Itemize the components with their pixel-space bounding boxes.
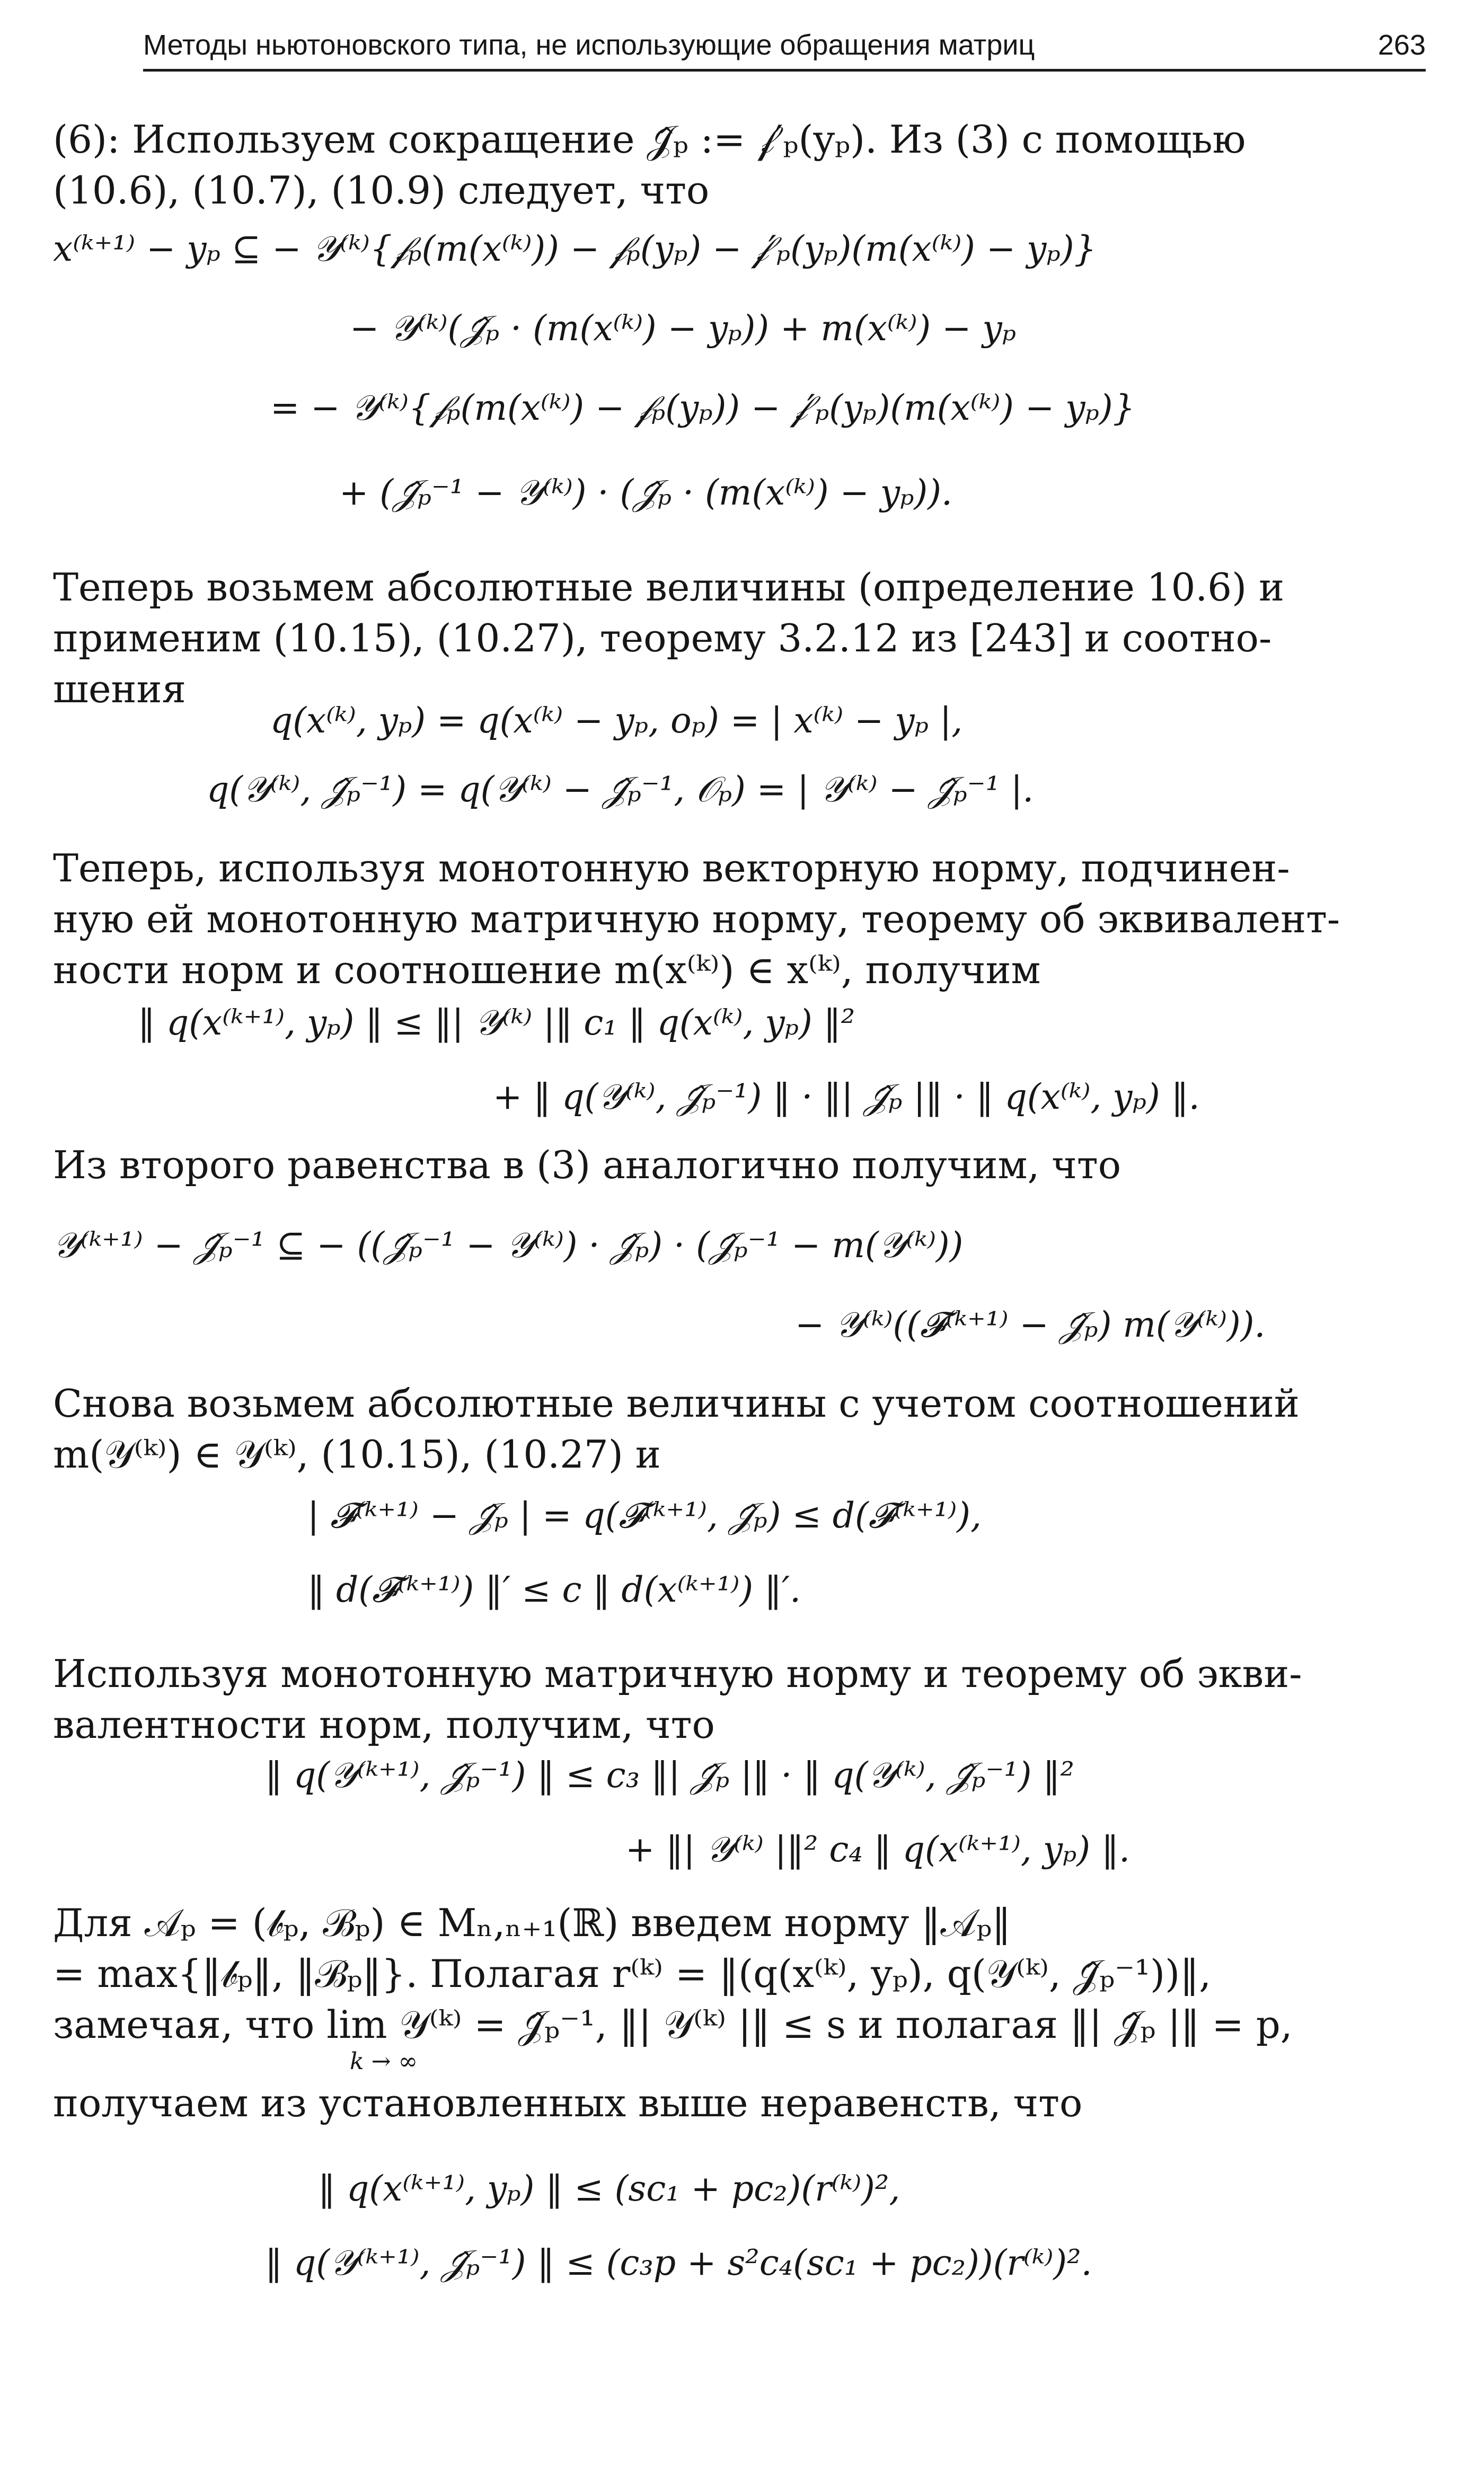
paragraph-intro: [53, 114, 1431, 216]
running-title: Методы ньютоновского типа, не использующие обращения матриц: [143, 29, 1035, 61]
paragraph-norm-definition: [53, 1897, 1431, 2050]
equation-line: ‖ q(𝒴⁽ᵏ⁺¹⁾, 𝒥̂ₚ⁻¹) ‖ ≤ c₃ ‖| 𝒥̂ₚ |‖ · ‖ q(𝒴⁽ᵏ⁾, 𝒥̂ₚ⁻¹) ‖²: [265, 1755, 1074, 1796]
text-line: ную ей монотонную матричную норму, теорему об эквивалент-: [53, 897, 1340, 941]
paragraph-absolute-values: [53, 562, 1431, 714]
text-line: замечая, что lim 𝒴⁽ᵏ⁾ = 𝒥̂ₚ⁻¹, ‖| 𝒴⁽ᵏ⁾ |‖ ≤ s и полагая ‖| 𝒥̂ₚ |‖ = p,: [53, 2002, 1293, 2047]
text-line: Снова возьмем абсолютные величины с учетом соотношений: [53, 1381, 1300, 1426]
page-header: [143, 21, 1426, 72]
paragraph-conclusion: [53, 2078, 1431, 2128]
paragraph-monotone-norm: [53, 843, 1431, 995]
equation-line: | 𝓕⁽ᵏ⁺¹⁾ − 𝒥̂ₚ | = q(𝓕⁽ᵏ⁺¹⁾, 𝒥̂ₚ) ≤ d(𝓕⁽ᵏ⁺¹⁾),: [307, 1495, 982, 1536]
paragraph-equivalence: [53, 1648, 1431, 1750]
equation-line: q(𝒴⁽ᵏ⁾, 𝒥̂ₚ⁻¹) = q(𝒴⁽ᵏ⁾ − 𝒥̂ₚ⁻¹, 𝒪ₚ) = | 𝒴⁽ᵏ⁾ − 𝒥̂ₚ⁻¹ |.: [207, 769, 1034, 810]
paragraph-second-equality: [53, 1140, 1431, 1190]
equation-line: + ‖ q(𝒴⁽ᵏ⁾, 𝒥̂ₚ⁻¹) ‖ · ‖| 𝒥̂ₚ |‖ · ‖ q(x⁽ᵏ⁾, yₚ) ‖.: [493, 1076, 1200, 1117]
equation-line: − 𝒴⁽ᵏ⁾(𝒥̂ₚ · (m(x⁽ᵏ⁾) − yₚ)) + m(x⁽ᵏ⁾) − yₚ: [350, 308, 1017, 349]
text-line: (6): Используем сокращение 𝒥̂ₚ := 𝒻′ₚ(yₚ). Из (3) с помощью: [53, 117, 1246, 162]
paragraph-again-absolute: [53, 1378, 1431, 1480]
text-line: Теперь, используя монотонную векторную норму, подчинен-: [53, 846, 1290, 890]
limit-subscript: k → ∞: [350, 2048, 418, 2075]
equation-line: + (𝒥̂ₚ⁻¹ − 𝒴⁽ᵏ⁾) · (𝒥̂ₚ · (m(x⁽ᵏ⁾) − yₚ)).: [339, 472, 953, 513]
text-line: m(𝒴⁽ᵏ⁾) ∈ 𝒴⁽ᵏ⁾, (10.15), (10.27) и: [53, 1432, 661, 1477]
text-line: получаем из установленных выше неравенств, что: [53, 2081, 1083, 2125]
equation-line: ‖ d(𝓕⁽ᵏ⁺¹⁾) ‖′ ≤ c ‖ d(x⁽ᵏ⁺¹⁾) ‖′.: [307, 1569, 801, 1610]
text-line: Из второго равенства в (3) аналогично получим, что: [53, 1143, 1121, 1187]
equation-line: + ‖| 𝒴⁽ᵏ⁾ |‖² c₄ ‖ q(x⁽ᵏ⁺¹⁾, yₚ) ‖.: [625, 1829, 1130, 1870]
text-line: Для 𝒜ₚ = (𝒷ₚ, ℬₚ) ∈ Mₙ,ₙ₊₁(ℝ) введем норму ‖𝒜ₚ‖: [53, 1901, 1011, 1945]
text-line: валентности норм, получим, что: [53, 1702, 715, 1747]
page-number: 263: [1377, 29, 1426, 61]
equation-line: q(x⁽ᵏ⁾, yₚ) = q(x⁽ᵏ⁾ − yₚ, oₚ) = | x⁽ᵏ⁾ − yₚ |,: [270, 700, 963, 741]
equation-line: − 𝒴⁽ᵏ⁾((𝓕⁽ᵏ⁺¹⁾ − 𝒥̂ₚ) m(𝒴⁽ᵏ⁾)).: [795, 1304, 1266, 1345]
text-line: Теперь возьмем абсолютные величины (определение 10.6) и: [53, 565, 1285, 610]
equation-line: ‖ q(x⁽ᵏ⁺¹⁾, yₚ) ‖ ≤ (sc₁ + pc₂)(r⁽ᵏ⁾)²,: [318, 2168, 900, 2209]
text-line: (10.6), (10.7), (10.9) следует, что: [53, 168, 710, 213]
equation-line: x⁽ᵏ⁺¹⁾ − yₚ ⊆ − 𝒴⁽ᵏ⁾{𝒻ₚ(m(x⁽ᵏ⁾)) − 𝒻ₚ(yₚ) − 𝒻′ₚ(yₚ)(m(x⁽ᵏ⁾) − yₚ)}: [53, 228, 1097, 269]
equation-line: ‖ q(𝒴⁽ᵏ⁺¹⁾, 𝒥̂ₚ⁻¹) ‖ ≤ (c₃p + s²c₄(sc₁ + pc₂))(r⁽ᵏ⁾)².: [265, 2242, 1092, 2283]
text-line: Используя монотонную матричную норму и теорему об экви-: [53, 1651, 1302, 1696]
equation-line: 𝒴⁽ᵏ⁺¹⁾ − 𝒥̂ₚ⁻¹ ⊆ − ((𝒥̂ₚ⁻¹ − 𝒴⁽ᵏ⁾) · 𝒥̂ₚ) · (𝒥̂ₚ⁻¹ − m(𝒴⁽ᵏ⁾)): [53, 1225, 964, 1266]
equation-line: = − 𝒴⁽ᵏ⁾{𝒻ₚ(m(x⁽ᵏ⁾) − 𝒻ₚ(yₚ)) − 𝒻′ₚ(yₚ)(m(x⁽ᵏ⁾) − yₚ)}: [270, 387, 1135, 428]
text-line: шения: [53, 667, 186, 711]
text-line: = max{‖𝒷ₚ‖, ‖ℬₚ‖}. Полагая r⁽ᵏ⁾ = ‖(q(x⁽ᵏ⁾, yₚ), q(𝒴⁽ᵏ⁾, 𝒥̂ₚ⁻¹))‖,: [53, 1951, 1212, 1996]
text-line: применим (10.15), (10.27), теорему 3.2.12 из [243] и соотно-: [53, 616, 1272, 660]
text-line: ности норм и соотношение m(x⁽ᵏ⁾) ∈ x⁽ᵏ⁾, получим: [53, 948, 1041, 992]
equation-line: ‖ q(x⁽ᵏ⁺¹⁾, yₚ) ‖ ≤ ‖| 𝒴⁽ᵏ⁾ |‖ c₁ ‖ q(x⁽ᵏ⁾, yₚ) ‖²: [138, 1002, 855, 1043]
